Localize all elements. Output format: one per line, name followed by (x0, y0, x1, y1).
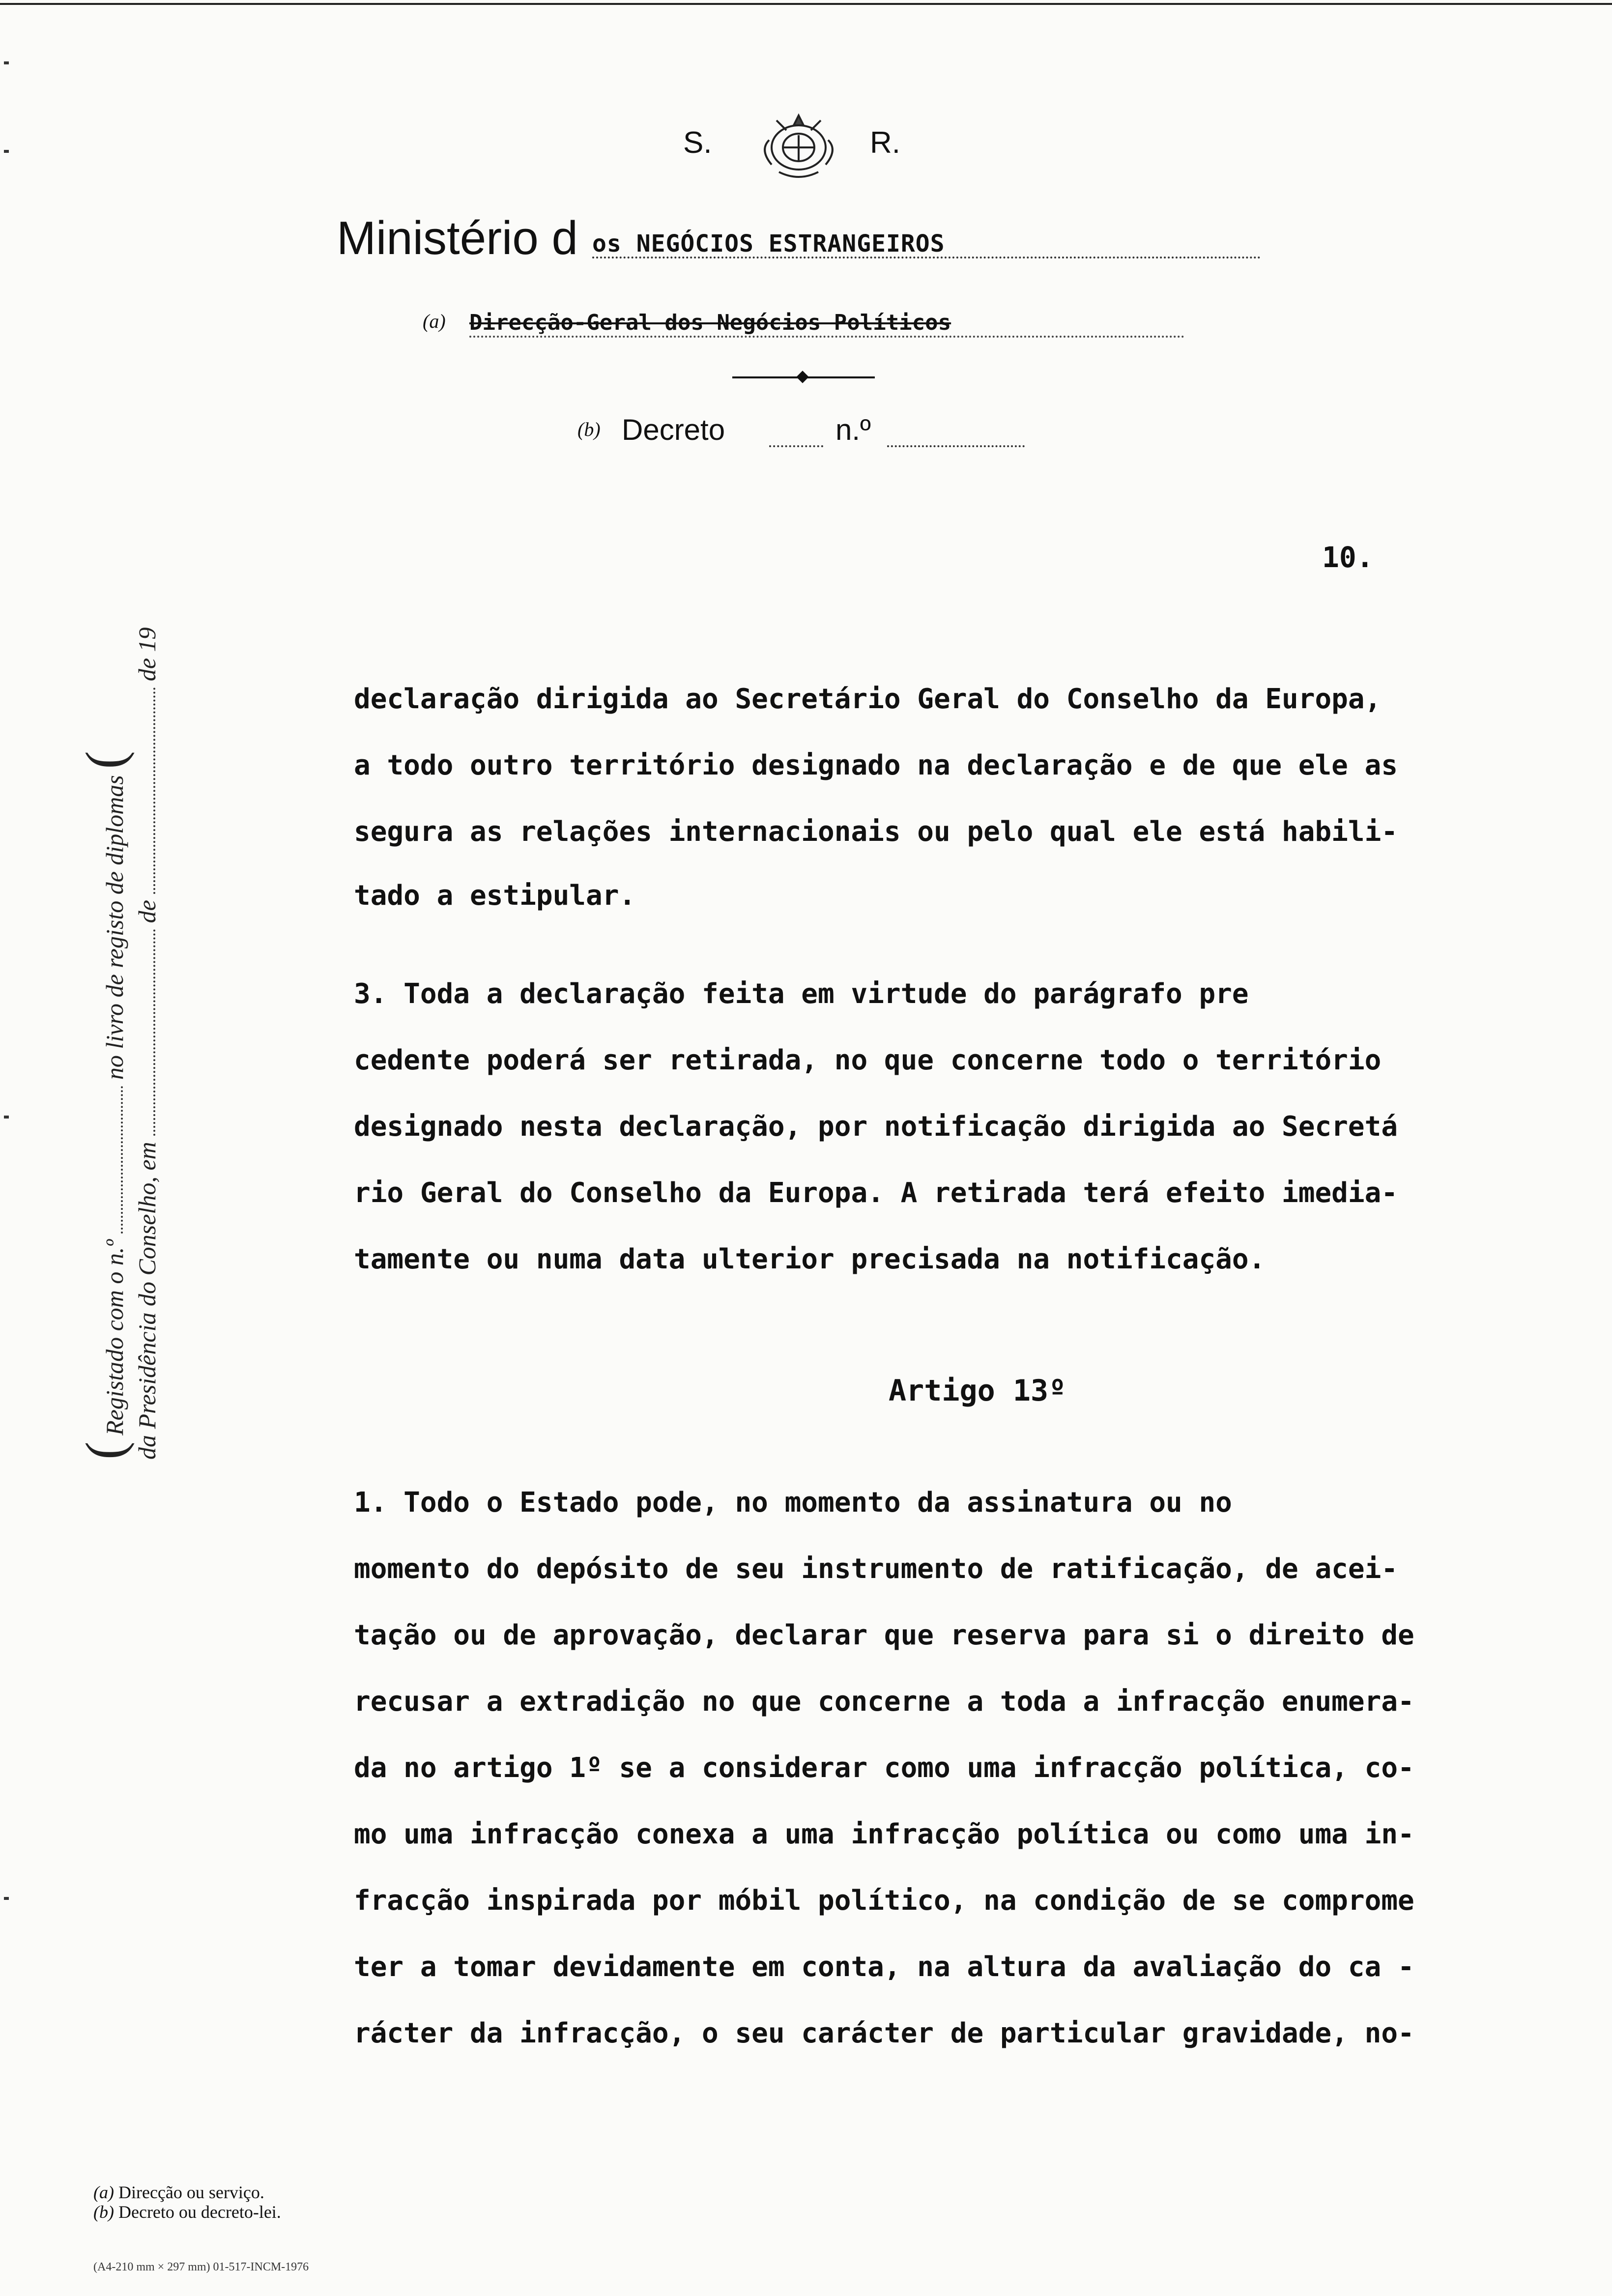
text-line: fracção inspirada por móbil político, na condição de se comprome (354, 1885, 1414, 1917)
decreto-label: Decreto (622, 413, 725, 446)
decreto-number-blank (887, 445, 1025, 447)
text-line: rio Geral do Conselho da Europa. A retirada terá efeito imedia- (354, 1177, 1398, 1209)
registration-line: ( Registado com o n.º no livro de registo de diplomas ( (75, 751, 135, 1460)
registration-number-blank (106, 1086, 123, 1234)
month-blank (139, 688, 155, 894)
text-line: momento do depósito de seu instrumento de ratificação, de acei- (354, 1553, 1398, 1585)
day-blank (139, 929, 155, 1136)
of-label: de (133, 900, 161, 923)
decreto-number-label: n.º (835, 413, 871, 446)
coat-of-arms-icon (749, 106, 848, 184)
year-label: de 19 (133, 627, 161, 682)
print-reference: (A4-210 mm × 297 mm) 01-517-INCM-1976 (93, 2261, 309, 2273)
text-line: ter a tomar devidamente em conta, na altura da avaliação do ca - (354, 1951, 1414, 1983)
registration-book-label: no livro de registo de diplomas (101, 775, 128, 1080)
edge-mark (4, 61, 9, 64)
diamond-icon (796, 371, 808, 383)
text-line: 3. Toda a declaração feita em virtude do parágrafo pre (354, 978, 1249, 1010)
direction-dotted-line (469, 336, 1184, 338)
decreto-marker: (b) (577, 418, 601, 440)
text-line: recusar a extradição no que concerne a toda a infracção enumera- (354, 1686, 1414, 1718)
letterhead-seal (683, 106, 929, 184)
top-border (0, 3, 1612, 5)
direction-line (423, 307, 1184, 342)
edge-mark (4, 1897, 9, 1900)
decreto-line (577, 413, 1118, 452)
text-line: tado a estipular. (354, 880, 636, 912)
article-heading: Artigo 13º (889, 1374, 1066, 1408)
edge-mark (4, 150, 9, 153)
footnote-a: (a) Direcção ou serviço. (93, 2182, 264, 2202)
ministry-label: Ministério d (337, 212, 578, 264)
seal-initial-left: S. (683, 126, 712, 160)
text-line: designado nesta declaração, por notificação dirigida ao Secretá (354, 1111, 1398, 1143)
ministry-dotted-line (592, 257, 1261, 258)
edge-mark (4, 1116, 9, 1119)
ministry-value: os NEGÓCIOS ESTRANGEIROS (592, 230, 945, 258)
page-number: 10. (1322, 541, 1374, 574)
text-line: 1. Todo o Estado pode, no momento da assinatura ou no (354, 1487, 1232, 1519)
direction-marker: (a) (423, 310, 446, 332)
ministry-line (337, 211, 1261, 265)
text-line: rácter da infracção, o seu carácter de particular gravidade, no- (354, 2017, 1414, 2049)
text-line: segura as relações internacionais ou pelo qual ele está habili- (354, 816, 1398, 848)
text-line: mo uma infracção conexa a uma infracção política ou como uma in- (354, 1818, 1414, 1850)
text-line: a todo outro território designado na declaração e de que ele as (354, 749, 1398, 781)
text-line: declaração dirigida ao Secretário Geral do Conselho da Europa, (354, 683, 1382, 715)
decreto-type-blank (769, 445, 823, 447)
text-line: tação ou de aprovação, declarar que reserva para si o direito de (354, 1619, 1414, 1651)
presidency-label: da Presidência do Conselho, em (133, 1142, 161, 1460)
text-line: da no artigo 1º se a considerar como uma infracção política, co- (354, 1752, 1414, 1784)
direction-value: Direcção-Geral dos Negócios Políticos (469, 310, 951, 335)
presidency-line (133, 627, 161, 1460)
registration-margin (74, 585, 202, 1469)
footnote-b: (b) Decreto ou decreto-lei. (93, 2202, 281, 2222)
text-line: tamente ou numa data ulterior precisada na notificação. (354, 1243, 1266, 1275)
seal-initial-right: R. (870, 126, 900, 160)
registration-label: Registado com o n.º (101, 1239, 128, 1435)
ornamental-divider (732, 373, 875, 382)
text-line: cedente poderá ser retirada, no que concerne todo o território (354, 1044, 1382, 1076)
